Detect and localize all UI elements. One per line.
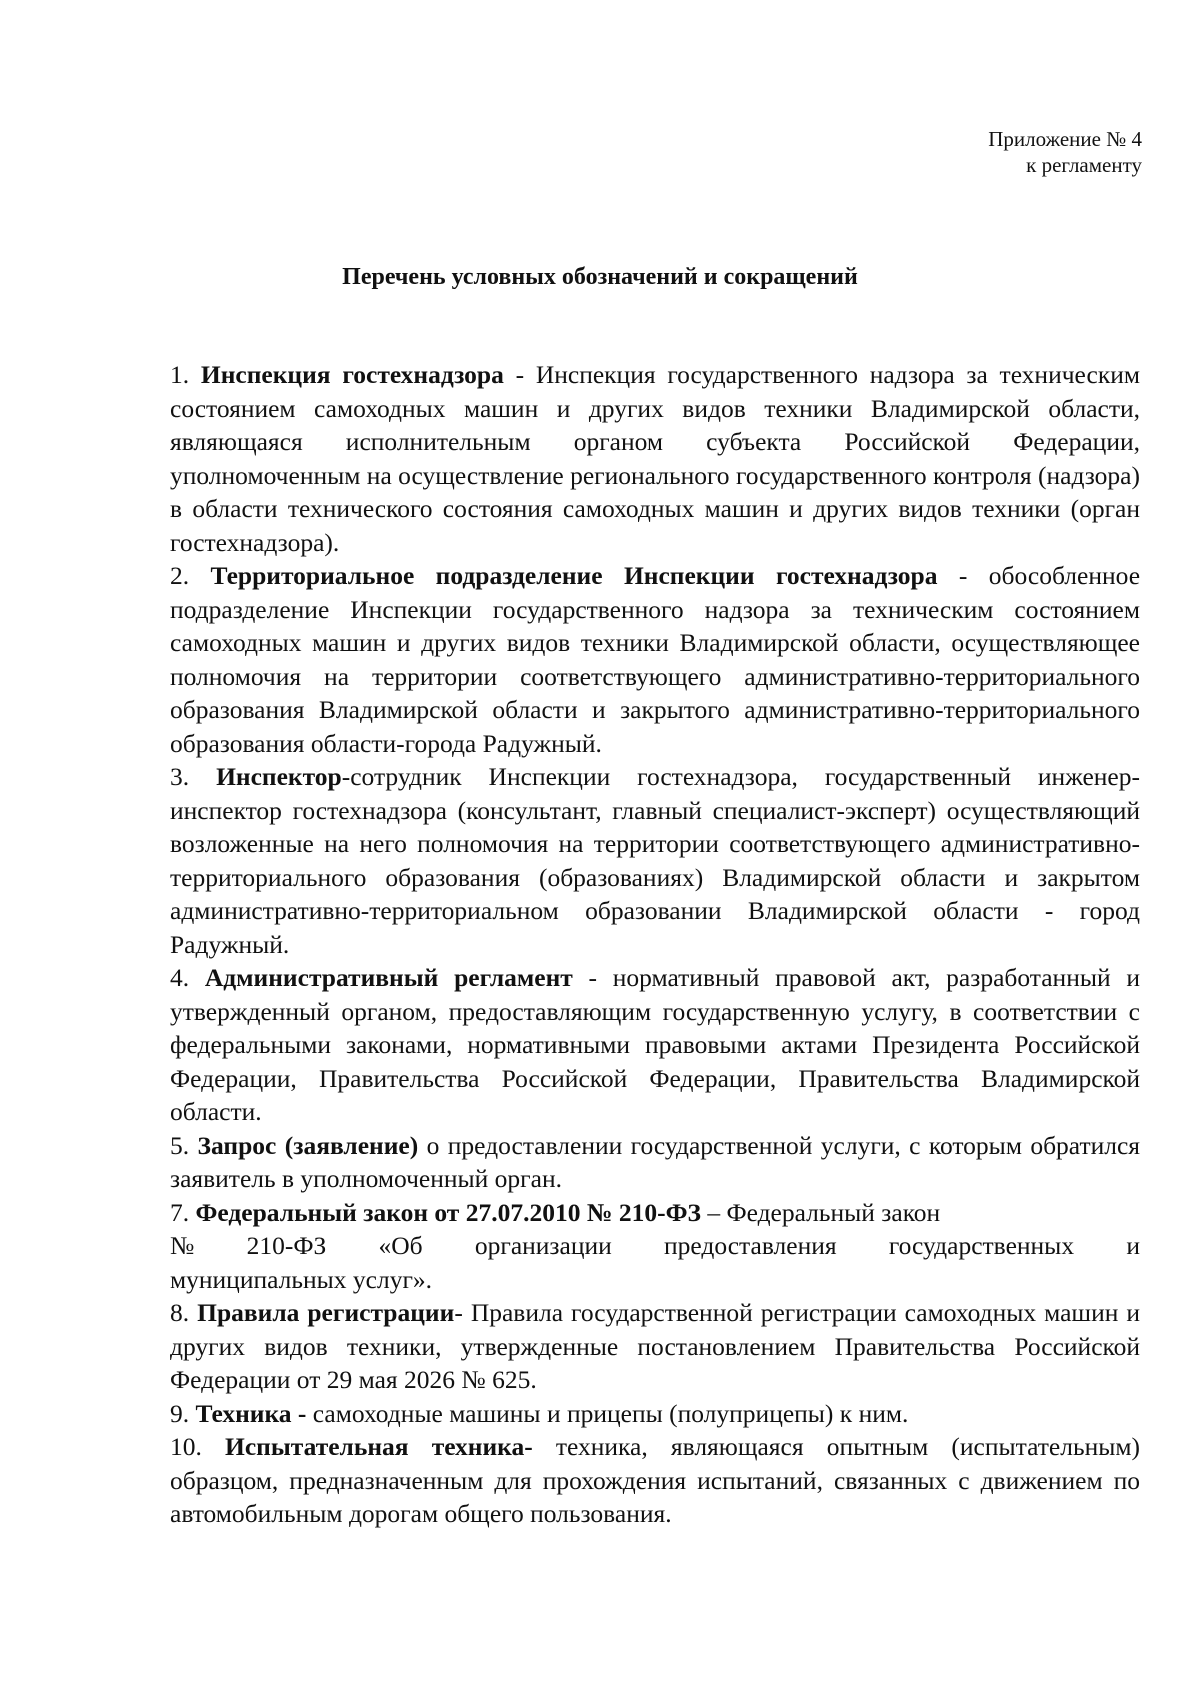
item-definition: Инспекция государственного надзора за техническим состоянием самоходных машин и других видов техники Владимирской области, являющаяся исполнительным органом субъекта Российской Федерации, уполномоченным на осуществление регионального государственного контроля (надзора) в области технического состояния самоходных машин и других видов техники (орган гостехнадзора). [170,360,1140,557]
item-definition: сотрудник Инспекции гостехнадзора, государственный инженер-инспектор гостехнадзора (консультант, главный специалист-эксперт) осуществляющий возложенные на него полномочия на территории соответствующего административно-территориального образования (образованиях) Владимирской области и закрытом административно-территориальном образовании Владимирской области - город Радужный. [170,762,1140,959]
appendix-number: Приложение № 4 [988,127,1142,151]
law-word: и [1126,1231,1140,1260]
appendix-target: к регламенту [1026,153,1142,177]
law-item-first-line [170,1196,1140,1230]
item-number: 1. [170,360,190,389]
list-item [170,559,1140,760]
item-separator: - [937,561,989,590]
list-item [170,358,1140,559]
list-item [170,1430,1140,1531]
item-term: Инспектор [216,762,342,791]
law-word: предоставления [664,1231,837,1260]
item-number: 10. [170,1432,202,1461]
item-definition: о предоставлении государственной услуги, с которым обратился заявитель в уполномоченный орган. [170,1130,1141,1193]
item-number: 2. [170,561,190,590]
item-term: Правила регистрации [197,1298,455,1327]
item-number: 4. [170,963,190,992]
list-item [170,1129,1140,1196]
item-definition: обособленное подразделение Инспекции государственного надзора за техническим состоянием самоходных машин и других видов техники Владимирской области, осуществляющее полномочия на территории соответствующего административно-территориального образования Владимирской области и закрытого административно-территориального образования области-города Радужный. [170,561,1141,758]
law-word: 210-ФЗ [246,1231,327,1260]
item-number: 3. [170,762,190,791]
item-term: Территориальное подразделение Инспекции гостехнадзора [210,561,938,590]
item-separator: - [503,360,536,389]
item-term: Административный регламент [204,963,573,992]
definitions-list [170,358,1140,1531]
item-term: Запрос (заявление) [197,1130,419,1160]
law-title-line [170,1229,1140,1263]
item-separator: - [454,1298,471,1327]
list-item [170,1397,1140,1431]
item-definition: Правила государственной регистрации самоходных машин и других видов техники, утвержденные постановлением Правительства Российской Федерации от 29 мая 2026 № 625. [170,1298,1140,1394]
law-word: государственных [888,1231,1075,1260]
item-number: 5. [170,1130,190,1160]
law-title-end: муниципальных услуг». [170,1264,433,1294]
item-term: Федеральный закон от 27.07.2010 № 210-ФЗ [195,1197,701,1227]
item-term: Техника - [195,1398,307,1428]
item-definition: самоходные машины и прицепы (полуприцепы) к ним. [312,1398,909,1428]
item-number: 7. [170,1197,190,1227]
law-word: «Об [378,1231,423,1260]
appendix-reference [988,126,1142,178]
document-title: Перечень условных обозначений и сокращений [342,264,858,290]
item-definition: нормативный правовой акт, разработанный и утвержденный органом, предоставляющим государственную услугу, в соответствии с федеральными законами, нормативными правовыми актами Президента Российской Федерации, Правительства Российской Федерации, Правительства Владимирской области. [170,963,1141,1126]
item-separator [533,1432,556,1461]
item-separator [418,1131,426,1160]
item-term: Испытательная техника- [225,1432,533,1461]
item-separator: – [700,1197,727,1227]
list-item [170,760,1140,961]
item-number: 8. [170,1298,190,1327]
list-item [170,1196,1140,1297]
list-item [170,961,1140,1129]
item-separator: - [341,762,351,791]
law-word: № [170,1231,195,1260]
item-definition: Федеральный закон [726,1197,941,1227]
item-separator: - [572,963,613,992]
item-number: 9. [170,1398,190,1428]
list-item [170,1296,1140,1397]
item-definition: техника, являющаяся опытным (испытательным) образцом, предназначенным для прохождения испытаний, связанных с движением по автомобильным дорогам общего пользования. [170,1432,1140,1528]
item-term: Инспекция гостехнадзора [200,360,504,389]
law-word: организации [474,1231,612,1260]
